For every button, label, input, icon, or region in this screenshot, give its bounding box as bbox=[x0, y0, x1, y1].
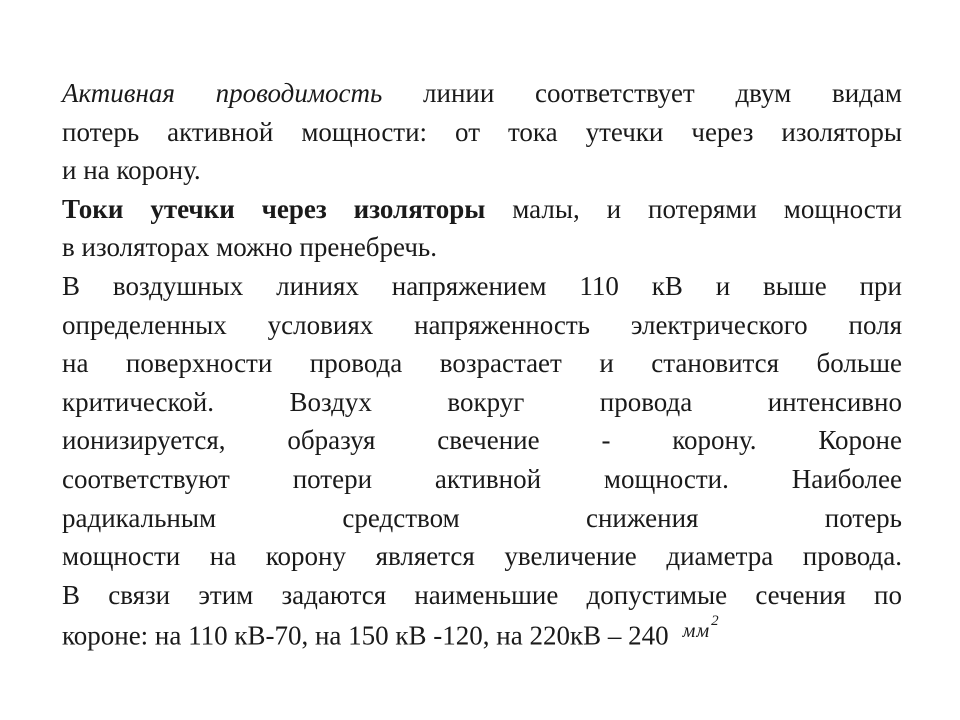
text-line: В воздушных линиях напряжением 110 кВ и выше при bbox=[62, 270, 902, 301]
unit-mm2 bbox=[682, 613, 720, 642]
paragraph-corona bbox=[62, 267, 902, 653]
text-line: соответствуют потери активной мощности. Наиболее bbox=[62, 463, 902, 494]
text-line: критической. Воздух вокруг провода интенсивно bbox=[62, 386, 902, 417]
text-line: в изоляторах можно пренебречь. bbox=[62, 232, 437, 263]
text-line bbox=[62, 74, 902, 113]
text-line: радикальным средством снижения потерь bbox=[62, 502, 902, 533]
text-line: на поверхности провода возрастает и становится больше bbox=[62, 348, 902, 379]
bold-term: Токи утечки через изоляторы bbox=[62, 193, 486, 224]
text-line bbox=[62, 614, 902, 653]
text-line: определенных условиях напряженность электрического поля bbox=[62, 309, 902, 340]
text-line: и на корону. bbox=[62, 155, 201, 186]
paragraph-active-conductance bbox=[62, 74, 902, 190]
emphasis-term: Активная проводимость bbox=[62, 78, 383, 108]
text-line: В связи этим задаются наименьшие допустимые сечения по bbox=[62, 579, 902, 610]
text-line: потерь активной мощности: от тока утечки через изоляторы bbox=[62, 116, 902, 147]
text-fragment: линии соответствует двум видам bbox=[382, 78, 902, 108]
text-line: ионизируется, образуя свечение - корону. Короне bbox=[62, 425, 902, 456]
text-fragment: короне: на 110 кВ-70, на 150 кВ -120, на 220кВ – 240 bbox=[62, 620, 669, 651]
unit-exponent: 2 bbox=[711, 613, 720, 630]
text-block bbox=[62, 74, 902, 653]
unit-text: мм bbox=[682, 619, 711, 642]
text-fragment: малы, и потерями мощности bbox=[485, 193, 902, 224]
text-line bbox=[62, 190, 902, 229]
text-line: мощности на корону является увеличение диаметра провода. bbox=[62, 541, 902, 572]
paragraph-leakage-currents bbox=[62, 190, 902, 267]
